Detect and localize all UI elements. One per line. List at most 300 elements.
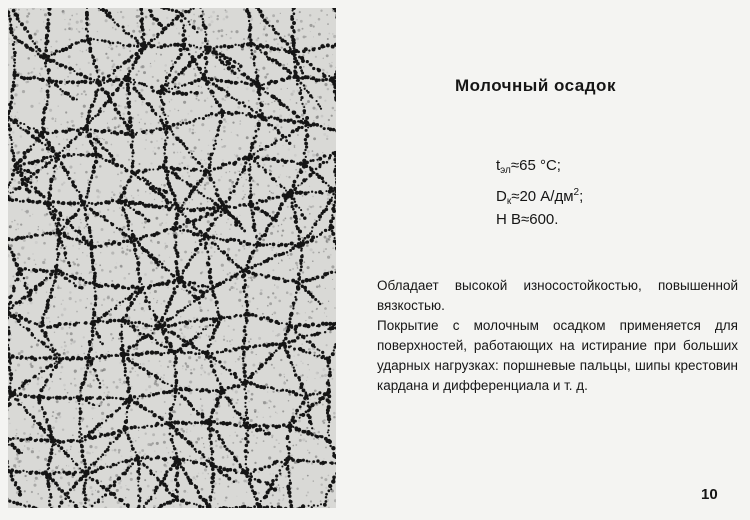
speckle	[28, 12, 31, 15]
speckle	[134, 309, 136, 311]
speckle	[107, 123, 108, 124]
speckle	[180, 259, 183, 262]
grain-boundary-dot	[248, 195, 252, 199]
speckle	[331, 62, 332, 63]
speckle	[272, 225, 274, 227]
speckle	[203, 447, 205, 449]
speckle	[85, 94, 87, 96]
speckle	[121, 214, 123, 216]
grain-boundary-dot	[180, 124, 182, 126]
speckle	[328, 238, 331, 241]
grain-boundary-dot	[51, 54, 53, 56]
speckle	[258, 184, 259, 185]
grain-boundary-dot	[189, 44, 192, 47]
speckle	[207, 116, 210, 119]
speckle	[13, 464, 16, 467]
speckle	[194, 146, 197, 149]
speckle	[309, 302, 311, 304]
grain-boundary-dot	[160, 30, 164, 34]
speckle	[185, 225, 188, 228]
grain-boundary-dot	[250, 209, 252, 211]
grain-boundary-dot	[69, 141, 72, 144]
speckle	[81, 112, 84, 115]
speckle	[278, 443, 279, 444]
speckle	[328, 475, 330, 477]
speckle	[121, 455, 123, 457]
grain-boundary-dot	[300, 99, 302, 101]
speckle	[267, 185, 269, 187]
speckle	[160, 365, 161, 366]
grain-boundary-dot	[239, 173, 242, 176]
speckle	[28, 435, 30, 437]
grain-boundary-dot	[248, 35, 252, 39]
speckle	[242, 190, 244, 192]
grain-boundary-dot	[164, 113, 167, 116]
speckle	[235, 30, 238, 33]
grain-boundary-dot	[216, 194, 220, 198]
grain-boundary-dot	[212, 95, 214, 97]
grain-boundary-dot	[185, 122, 188, 125]
speckle	[119, 378, 122, 381]
grain-boundary-dot	[166, 125, 169, 128]
grain-boundary-dot	[81, 241, 83, 243]
speckle	[55, 234, 58, 237]
speckle	[15, 116, 16, 117]
speckle	[323, 58, 325, 60]
speckle	[86, 255, 88, 257]
speckle	[316, 116, 319, 119]
grain-boundary-dot	[89, 235, 92, 238]
speckle	[166, 17, 168, 19]
grain-boundary-dot	[8, 247, 12, 251]
grain-boundary-dot	[47, 197, 51, 201]
speckle	[39, 367, 42, 370]
grain-boundary-dot	[231, 261, 234, 264]
grain-boundary-dot	[255, 246, 257, 248]
speckle	[119, 382, 121, 384]
grain-boundary-dot	[194, 79, 197, 82]
speckle	[188, 113, 189, 114]
grain-boundary-dot	[200, 192, 203, 195]
grain-boundary-dot	[306, 234, 310, 238]
grain-boundary-dot	[117, 25, 119, 27]
speckle	[220, 29, 223, 32]
speckle	[80, 222, 81, 223]
speckle	[283, 498, 285, 500]
speckle	[102, 370, 104, 372]
grain-boundary-dot	[118, 228, 121, 231]
speckle	[270, 232, 273, 235]
grain-boundary-dot	[9, 21, 11, 23]
grain-boundary-dot	[228, 161, 231, 164]
speckle	[200, 366, 203, 369]
speckle	[274, 100, 276, 102]
speckle	[193, 292, 195, 294]
grain-boundary-dot	[14, 280, 16, 282]
grain-boundary-dot	[128, 70, 131, 73]
speckle	[61, 468, 63, 470]
speckle	[14, 93, 17, 96]
grain-boundary-dot	[212, 235, 216, 239]
speckle	[9, 423, 11, 425]
speckle	[55, 417, 57, 419]
speckle	[281, 259, 282, 260]
speckle	[269, 190, 271, 192]
speckle	[98, 158, 99, 159]
speckle	[164, 401, 166, 403]
speckle	[138, 70, 140, 72]
speckle	[167, 462, 169, 464]
speckle	[62, 300, 64, 302]
grain-boundary-dot	[31, 200, 35, 204]
grain-boundary-dot	[198, 117, 200, 119]
grain-boundary-dot	[234, 44, 236, 46]
speckle	[74, 384, 77, 387]
speckle	[296, 265, 297, 266]
grain-boundary-dot	[103, 104, 107, 108]
speckle	[317, 96, 319, 98]
speckle	[256, 102, 259, 105]
speckle	[149, 236, 150, 237]
speckle	[63, 308, 66, 311]
speckle	[86, 50, 87, 51]
grain-boundary-dot	[102, 129, 106, 133]
speckle	[290, 42, 292, 44]
speckle	[35, 241, 38, 244]
grain-boundary-dot	[166, 173, 169, 176]
speckle	[9, 285, 12, 288]
speckle	[119, 506, 122, 508]
speckle	[143, 71, 146, 74]
speckle	[270, 502, 272, 504]
speckle	[282, 410, 284, 412]
speckle	[33, 68, 35, 70]
speckle	[227, 455, 229, 457]
speckle	[258, 69, 260, 71]
speckle	[163, 260, 165, 262]
grain-boundary-dot	[257, 263, 259, 265]
grain-boundary-dot	[111, 223, 115, 227]
speckle	[301, 114, 304, 117]
speckle	[122, 16, 125, 19]
speckle	[161, 471, 162, 472]
speckle	[223, 126, 226, 129]
speckle	[334, 499, 336, 502]
speckle	[260, 142, 262, 144]
speckle	[252, 179, 254, 181]
speckle	[183, 290, 184, 291]
speckle	[24, 246, 26, 248]
grain-boundary-dot	[270, 257, 273, 260]
speckle	[327, 256, 330, 259]
speckle	[183, 156, 186, 159]
grain-boundary-dot	[182, 229, 185, 232]
speckle	[191, 252, 192, 253]
grain-boundary-dot	[228, 199, 230, 201]
speckle	[190, 431, 191, 432]
grain-boundary-dot	[122, 29, 125, 32]
grain-boundary-dot	[297, 51, 300, 54]
speckle	[328, 125, 330, 127]
speckle	[250, 57, 252, 59]
grain-boundary-dot	[150, 39, 153, 42]
speckle	[46, 460, 48, 462]
grain-boundary-dot	[272, 157, 276, 161]
speckle	[167, 233, 169, 235]
speckle	[302, 271, 304, 273]
speckle	[200, 398, 202, 400]
grain-boundary-dot	[283, 119, 286, 122]
speckle	[207, 97, 209, 99]
speckle	[110, 317, 111, 318]
speckle	[331, 115, 333, 117]
speckle	[100, 252, 101, 253]
speckle	[96, 244, 97, 245]
grain-boundary-dot	[261, 45, 265, 49]
speckle	[201, 123, 204, 126]
speckle	[104, 507, 107, 508]
grain-boundary-dot	[327, 201, 331, 205]
grain-boundary-dot	[206, 262, 210, 266]
speckle	[107, 126, 110, 129]
speckle	[215, 412, 218, 415]
grain-boundary-dot	[324, 229, 327, 232]
grain-boundary-dot	[251, 109, 253, 111]
speckle	[246, 87, 249, 90]
grain-boundary-dot	[334, 73, 336, 75]
grain-boundary-dot	[184, 43, 186, 45]
speckle	[225, 172, 227, 174]
speckle	[64, 349, 66, 351]
grain-boundary-dot	[123, 121, 127, 125]
grain-boundary-dot	[293, 188, 297, 192]
grain-boundary-dot	[279, 205, 281, 207]
speckle	[204, 162, 207, 165]
speckle	[239, 171, 240, 172]
grain-boundary-dot	[176, 122, 179, 125]
speckle	[74, 370, 77, 373]
speckle	[209, 130, 210, 131]
grain-boundary-dot	[207, 77, 209, 79]
speckle	[88, 62, 90, 64]
grain-boundary-dot	[292, 9, 294, 11]
grain-boundary-dot	[48, 144, 51, 147]
grain-boundary-dot	[95, 212, 99, 216]
speckle	[65, 111, 67, 113]
speckle	[272, 62, 273, 63]
grain-boundary-dot	[91, 117, 94, 120]
grain-boundary-dot	[136, 238, 138, 240]
speckle	[223, 335, 225, 337]
grain-boundary-dot	[283, 187, 285, 189]
speckle	[216, 38, 218, 40]
speckle	[295, 169, 296, 170]
grain-boundary-dot	[64, 65, 67, 68]
speckle	[180, 451, 181, 452]
speckle	[207, 153, 209, 155]
grain-boundary-dot	[24, 267, 27, 270]
speckle	[27, 447, 30, 450]
speckle	[328, 33, 330, 35]
grain-boundary-dot	[297, 184, 299, 186]
speckle	[283, 219, 285, 221]
grain-boundary-dot	[133, 245, 136, 248]
speckle	[148, 172, 149, 173]
speckle	[99, 138, 100, 139]
grain-boundary-dot	[327, 184, 329, 186]
grain-boundary-dot	[42, 127, 46, 131]
speckle	[30, 302, 33, 305]
speckle	[193, 20, 196, 23]
speckle	[33, 259, 35, 261]
grain-boundary-dot	[290, 25, 294, 29]
grain-boundary-dot	[32, 76, 36, 80]
speckle	[228, 188, 231, 191]
grain-boundary-dot	[318, 219, 320, 221]
grain-boundary-dot	[227, 257, 231, 261]
grain-boundary-dot	[53, 170, 55, 172]
grain-boundary-dot	[184, 10, 187, 13]
speckle	[214, 251, 216, 253]
grain-boundary-dot	[78, 132, 82, 136]
speckle	[132, 197, 134, 199]
grain-boundary-dot	[188, 183, 192, 187]
speckle	[18, 9, 20, 11]
grain-boundary-dot	[56, 248, 59, 251]
grain-boundary-dot	[135, 255, 138, 258]
grain-boundary-dot	[26, 149, 30, 153]
speckle	[207, 373, 210, 376]
speckle	[66, 216, 68, 218]
grain-boundary-dot	[232, 238, 236, 242]
speckle	[120, 305, 121, 306]
speckle	[138, 163, 140, 165]
speckle	[273, 473, 274, 474]
speckle	[288, 34, 291, 37]
grain-boundary-dot	[171, 9, 174, 12]
grain-boundary-dot	[161, 263, 164, 266]
speckle	[305, 36, 307, 38]
speckle	[312, 251, 314, 253]
grain-boundary-dot	[219, 238, 222, 241]
grain-boundary-dot	[252, 219, 255, 222]
grain-boundary-dot	[325, 78, 328, 81]
speckle	[141, 65, 144, 68]
speckle	[73, 230, 74, 231]
speckle	[308, 316, 311, 319]
speckle	[267, 391, 268, 392]
speckle	[307, 154, 309, 156]
grain-boundary-dot	[196, 207, 198, 209]
speckle	[107, 296, 110, 299]
speckle	[105, 53, 107, 55]
grain-boundary-dot	[230, 113, 233, 116]
speckle	[272, 391, 274, 393]
speckle	[148, 496, 149, 497]
speckle	[59, 495, 62, 498]
grain-boundary-dot	[126, 88, 130, 92]
speckle	[156, 218, 158, 220]
speckle	[242, 502, 245, 505]
speckle	[11, 335, 12, 336]
speckle	[161, 201, 162, 202]
grain-boundary-dot	[198, 67, 202, 71]
grain-boundary-dot	[265, 44, 269, 48]
speckle	[123, 46, 126, 49]
grain-boundary-dot	[52, 59, 56, 63]
speckle	[66, 465, 67, 466]
grain-boundary-dot	[311, 235, 315, 239]
grain-boundary-dot	[127, 43, 131, 47]
speckle	[195, 479, 196, 480]
speckle	[292, 268, 294, 270]
grain-boundary-dot	[96, 202, 99, 205]
speckle	[95, 135, 98, 138]
speckle	[52, 343, 53, 344]
grain-boundary-dot	[272, 243, 276, 247]
grain-boundary-dot	[77, 154, 79, 156]
grain-boundary-dot	[165, 121, 169, 125]
grain-boundary-dot	[162, 103, 165, 106]
speckle	[97, 195, 100, 198]
speckle	[161, 138, 163, 140]
speckle	[18, 181, 21, 184]
micrograph-image	[8, 8, 336, 508]
speckle	[115, 474, 118, 477]
grain-boundary-dot	[168, 87, 170, 89]
speckle	[14, 475, 16, 477]
speckle	[145, 191, 146, 192]
grain-boundary-dot	[321, 231, 323, 233]
speckle	[98, 496, 99, 497]
speckle	[55, 120, 56, 121]
speckle	[8, 144, 9, 145]
speckle	[221, 139, 222, 140]
speckle	[28, 441, 30, 443]
speckle	[278, 300, 281, 303]
grain-boundary-dot	[315, 220, 317, 222]
speckle	[305, 283, 306, 284]
grain-boundary-dot	[9, 136, 12, 139]
grain-boundary-dot	[112, 72, 114, 74]
grain-boundary-dot	[121, 208, 125, 212]
grain-boundary-dot	[250, 187, 252, 189]
speckle	[95, 490, 96, 491]
grain-boundary-dot	[292, 44, 296, 48]
grain-boundary-dot	[215, 84, 219, 88]
grain-boundary-dot	[334, 196, 336, 200]
speckle	[69, 72, 72, 75]
grain-boundary-dot	[331, 197, 333, 199]
speckle	[201, 425, 203, 427]
speckle	[126, 463, 129, 466]
speckle	[251, 351, 254, 354]
speckle	[123, 381, 126, 384]
speckle	[40, 169, 42, 171]
speckle	[278, 484, 280, 486]
grain-boundary-dot	[96, 39, 98, 41]
grain-boundary-dot	[47, 72, 49, 74]
grain-boundary-dot	[271, 143, 274, 146]
speckle	[137, 25, 140, 28]
speckle	[199, 326, 201, 328]
speckle	[126, 488, 128, 490]
speckle	[196, 332, 197, 333]
speckle	[75, 148, 77, 150]
grain-boundary-dot	[87, 187, 90, 190]
speckle	[165, 413, 166, 414]
grain-boundary-dot	[192, 208, 196, 212]
